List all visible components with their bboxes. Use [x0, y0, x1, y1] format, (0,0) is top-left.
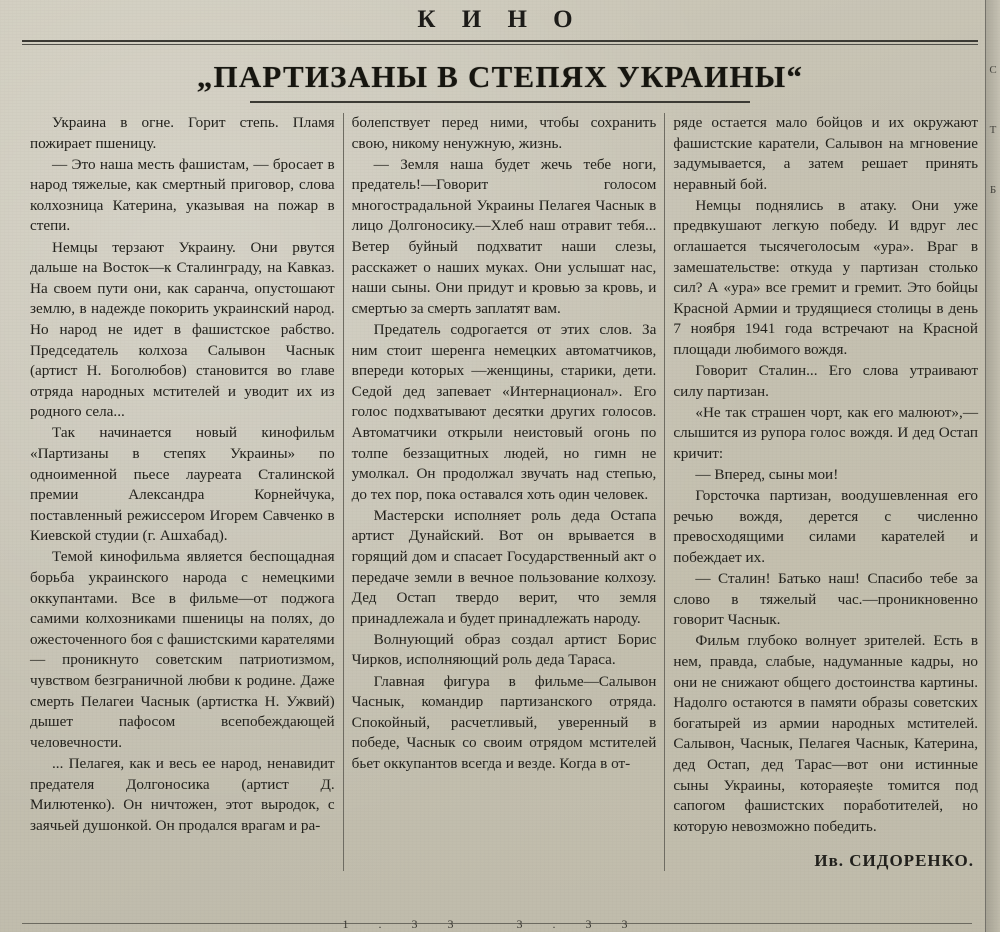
page-edge-strip [985, 0, 1000, 932]
footer-marks: 1.33 3.33 [342, 917, 658, 931]
paragraph: — Сталин! Батько наш! Спасибо тебе за слово в тяжелый час.—проникновенно говорит Часнык. [673, 570, 979, 629]
author-byline: Ив. СИДОРЕНКО. [814, 851, 975, 871]
article-columns [22, 113, 986, 871]
header-rule-thin [22, 44, 978, 45]
column-2 [343, 113, 665, 871]
paragraph: Главная фигура в фильме—Салывон Часнык, командир партизанского отряда. Спокойный, расчетливый, уверенный в победе, Часнык со своим отрядом мстителей бьет оккупантов всегда и везде. Когда в от- [351, 672, 657, 772]
section-kicker: К И Н О [417, 6, 583, 33]
paragraph: Немцы терзают Украину. Они рвутся дальше на Восток—к Сталинграду, на Кавказ. На своем пути они, как саранча, опустошают землю, в надежде покорить украинский народ. Но народ не идет в фашистское рабство. Председатель колхоза Салывон Часнык (артист Н. Боголюбов) становится во главе отряда народных мстителей и уводит их из родного села... [30, 238, 335, 421]
paragraph: Темой кинофильма является беспощадная борьба украинского народа с немецкими оккупантами. Все в фильме—от поджога самими колхозниками пшеницы на полях, до ожесточенного боя с фашистскими карателями — проникнуто советским патриотизмом, чувством безграничной любви к родине. Даже смерть Пелагеи Часнык (артистка Н. Ужвий) дышет пафосом всепобеждающей человечности. [30, 548, 335, 751]
paragraph: Говорит Сталин... Его слова утраивают силу партизан. [673, 362, 979, 400]
column-3 [664, 113, 986, 871]
paragraph: ... Пелагея, как и весь ее народ, ненавидит предателя Долгоносика (артист Д. Милютенко). Он ничтожен, этот выродок, с заячьей душонкой. Он продался врагам и ра- [30, 754, 335, 834]
paragraph: — Это наша месть фашистам, — бросает в народ тяжелые, как смертный приговор, слова колхозница Катерина, указывая на пожар в степи. [30, 155, 335, 235]
paragraph: Мастерски исполняет роль деда Остапа артист Дунайский. Вот он врывается в горящий дом и спасает Государственный акт о передаче земли в вечное пользование колхозу. Дед Остап твердо верит, что земля принадлежала и будет принадлежать народу. [351, 506, 657, 627]
paragraph: ряде остается мало бойцов и их окружают фашистские каратели, Салывон на мгновение задумывается, а затем решает принять неравный бой. [673, 114, 979, 193]
paragraph: — Земля наша будет жечь тебе ноги, предатель!—Говорит голосом многострадальной Украины Пелагея Часнык в лицо Долгоносику.—Хлеб наш отравит тебя... Ветер буйный подхватит наши слезы, расскажет о наших муках. Они услышат нас, наши сыны. Они придут и кровью за кровь, и смертью за смерть заплатят вам. [351, 155, 657, 317]
paragraph: Предатель содрогается от этих слов. За ним стоит шеренга немецких автоматчиков, впереди которых —женщины, старики, дети. Седой дед запевает «Интернационал». Его голос подхватывают десятки других голосов. Автоматчики открыли неистовый огонь по толпе беззащитных людей, но гимн не умолкал. Он продолжал звучать над степью, до тех пор, пока оставался хоть один человек. [351, 320, 657, 503]
edge-marks: С Т Б [989, 64, 997, 196]
article-headline: „ПАРТИЗАНЫ В СТЕПЯХ УКРАИНЫ“ [196, 59, 804, 94]
headline-rule [250, 101, 750, 103]
paragraph: Фильм глубоко волнует зрителей. Есть в нем, правда, слабые, надуманные кадры, но они не снижают общего достоинства картины. Надолго остаются в памяти образы советских богатырей из армии народных мстителей. Салывон, Часнык, Пелагея Часнык, Катерина, дед Остап, дед Тарас—вот они истинные сыны Украины, котораяește томится под сапогом фашистских поработителей, но которую невозможно победить. [673, 632, 979, 835]
paragraph: «Не так страшен чорт, как его малюют»,—слышится из рупора голос вождя. И дед Остап кричит: [673, 403, 979, 462]
paragraph: болепствует перед ними, чтобы сохранить свою, никому ненужную, жизнь. [351, 114, 657, 152]
paragraph: Украина в огне. Горит степь. Пламя пожирает пшеницу. [30, 114, 335, 152]
paragraph: Так начинается новый кинофильм «Партизаны в степях Украины» по одноименной пьесе лауреата Сталинской премии Александра Корнейчука, поставленный режиссером Игорем Савченко в Киевской студии (г. Ашхабад). [30, 424, 335, 545]
paragraph: Горсточка партизан, воодушевленная его речью вождя, дерется с численно превосходящими силами карателей и побеждает их. [673, 487, 979, 566]
paragraph: Волнующий образ создал артист Борис Чирков, исполняющий роль деда Тараса. [351, 630, 657, 669]
paragraph: Немцы поднялись в атаку. Они уже предвкушают легкую победу. И вдруг лес оглашается тысячеголосым «ура». Враг в замешательстве: откуда у партизан столько сил? А «ура» все гремит и гремит. Это бойцы Красной Армии и трудящиеся столицы в день 7 ноября 1941 года встречают на Красной площади любимого вождя. [673, 196, 979, 359]
header-rule [22, 40, 978, 42]
column-1 [22, 113, 343, 871]
paragraph: — Вперед, сыны мои! [695, 466, 839, 484]
